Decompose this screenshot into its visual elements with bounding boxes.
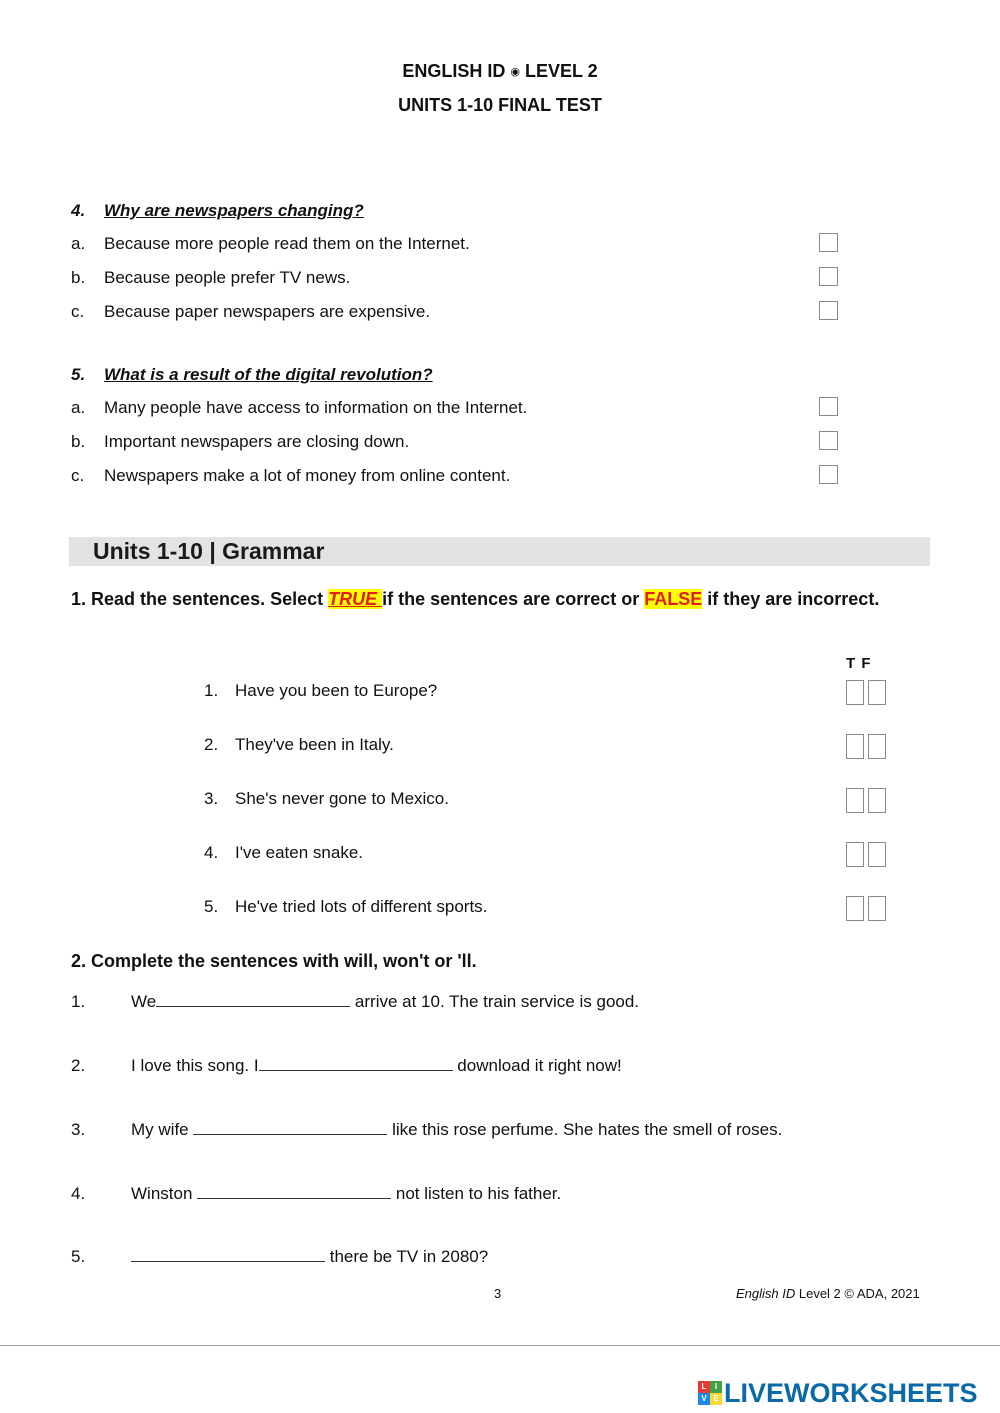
question-4-option-b: b. Because people prefer TV news. (71, 268, 351, 287)
gap-4-blank-input[interactable] (197, 1184, 391, 1199)
tf-item-2-true-box[interactable] (846, 734, 864, 759)
question-5-option-c-checkbox[interactable] (819, 465, 838, 484)
tf-item-4: 4. I've eaten snake. (204, 843, 363, 862)
gap-1-blank-input[interactable] (156, 992, 350, 1007)
logo-tile: E (710, 1393, 722, 1405)
section-title: Units 1-10 | Grammar (93, 538, 325, 564)
tf-item-3-false-box[interactable] (868, 788, 886, 813)
tf-item-1-true-box[interactable] (846, 680, 864, 705)
logo-tile: L (698, 1381, 710, 1393)
question-5-option-b: b. Important newspapers are closing down. (71, 432, 410, 451)
question-5-option-a: a. Many people have access to information on the Internet. (71, 398, 528, 417)
tf-item-3: 3. She's never gone to Mexico. (204, 789, 449, 808)
question-4-option-a-checkbox[interactable] (819, 233, 838, 252)
false-keyword: FALSE (644, 589, 703, 609)
tf-item-1-false-box[interactable] (868, 680, 886, 705)
gap-item-4: 4. Winston not listen to his father. (71, 1184, 562, 1203)
gap-item-3: 3. My wife like this rose perfume. She hates the smell of roses. (71, 1120, 783, 1139)
copyright-notice: English ID Level 2 © ADA, 2021 (736, 1286, 920, 1301)
liveworksheets-wordmark: LIVEWORKSHEETS (724, 1377, 978, 1408)
test-subtitle: UNITS 1-10 FINAL TEST (398, 95, 602, 115)
question-5-option-c: c. Newspapers make a lot of money from online content. (71, 466, 511, 485)
liveworksheets-logo-icon (698, 1381, 722, 1405)
bullet-icon: ◉ (510, 66, 520, 78)
question-4-option-b-checkbox[interactable] (819, 267, 838, 286)
exercise-1-instructions: 1. Read the sentences. Select TRUE if the sentences are correct or FALSE if they are incorrect. (71, 589, 880, 609)
exercise-2-instructions: 2. Complete the sentences with will, won't or 'll. (71, 951, 477, 971)
divider (0, 1345, 1000, 1346)
tf-item-3-true-box[interactable] (846, 788, 864, 813)
logo-tile: I (710, 1381, 722, 1393)
tf-item-5-false-box[interactable] (868, 896, 886, 921)
test-title: ENGLISH ID ◉ LEVEL 2 (402, 61, 598, 81)
tf-item-4-true-box[interactable] (846, 842, 864, 867)
tf-item-1: 1. Have you been to Europe? (204, 681, 438, 700)
tf-item-2: 2. They've been in Italy. (204, 735, 394, 754)
gap-3-blank-input[interactable] (193, 1120, 387, 1135)
tf-item-4-false-box[interactable] (868, 842, 886, 867)
question-4-title: 4. Why are newspapers changing? (71, 201, 364, 220)
gap-item-5: 5. there be TV in 2080? (71, 1247, 489, 1266)
liveworksheets-logo[interactable] (698, 1377, 978, 1409)
gap-item-2: 2. I love this song. I download it right now! (71, 1056, 622, 1075)
page-number: 3 (494, 1286, 502, 1301)
question-4-option-a: a. Because more people read them on the Internet. (71, 234, 470, 253)
question-4-option-c-checkbox[interactable] (819, 301, 838, 320)
question-5-option-a-checkbox[interactable] (819, 397, 838, 416)
question-5-title: 5. What is a result of the digital revolution? (71, 365, 433, 384)
tf-item-5-true-box[interactable] (846, 896, 864, 921)
true-false-column-header: T F (846, 655, 872, 672)
tf-item-2-false-box[interactable] (868, 734, 886, 759)
gap-5-blank-input[interactable] (131, 1247, 325, 1262)
question-4-option-c: c. Because paper newspapers are expensive. (71, 302, 431, 321)
logo-tile: V (698, 1393, 710, 1405)
gap-item-1: 1. We arrive at 10. The train service is good. (71, 992, 640, 1011)
true-keyword: TRUE (328, 589, 383, 609)
tf-item-5: 5. He've tried lots of different sports. (204, 897, 488, 916)
gap-2-blank-input[interactable] (259, 1056, 453, 1071)
grammar-section-header (69, 537, 930, 566)
question-5-option-b-checkbox[interactable] (819, 431, 838, 450)
